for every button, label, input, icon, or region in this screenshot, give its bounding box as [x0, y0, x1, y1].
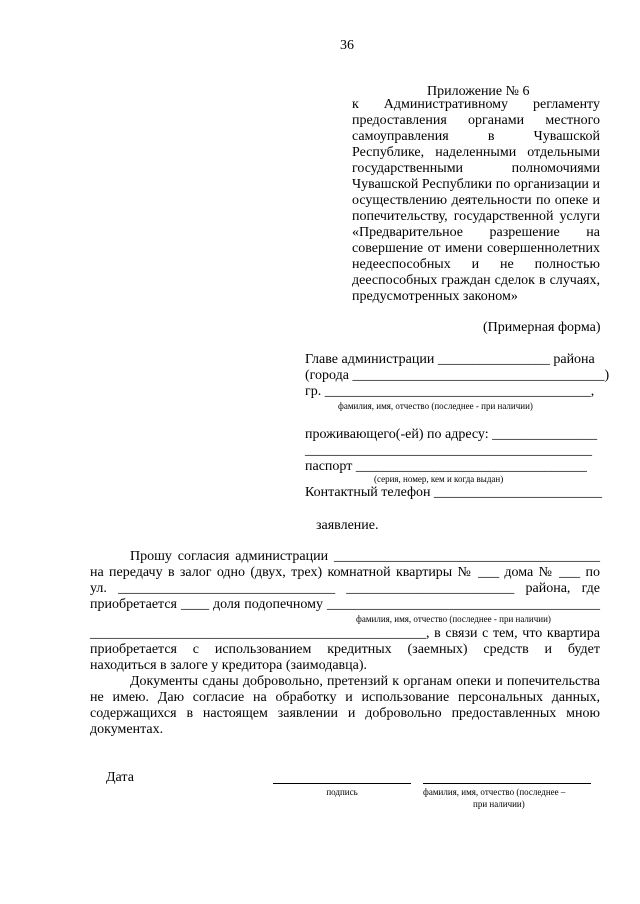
address-line: _________________________________________	[305, 443, 592, 458]
body-line: Документы сданы добровольно, претензий к органам опеки и попечительства	[130, 674, 600, 689]
appendix-line: самоуправления в Чувашской	[352, 129, 600, 144]
addressee-city: (города ____________________________________)	[305, 368, 610, 383]
body-line: не имею. Даю согласие на обработку и использование персональных данных,	[90, 690, 600, 705]
body-line: приобретается ____ доля подопечному _______________________________________	[90, 597, 600, 612]
appendix-line: к Административному регламенту	[352, 97, 600, 112]
appendix-line: попечительству, государственной услуги	[352, 209, 600, 224]
appendix-line: государственными полномочиями	[352, 161, 600, 176]
fio-line	[423, 783, 591, 784]
body-line: приобретается с использованием кредитных (заемных) средств и будет	[90, 642, 600, 657]
appendix-line: совершение от имени совершеннолетних	[352, 241, 600, 256]
appendix-title: Приложение № 6	[427, 84, 530, 99]
contact-phone: Контактный телефон ________________________	[305, 485, 603, 500]
signature-fio-caption-1: фамилия, имя, отчество (последнее –	[423, 787, 566, 797]
fio-caption: фамилия, имя, отчество (последнее - при наличии)	[338, 401, 533, 411]
appendix-line: «Предварительное разрешение на	[352, 225, 600, 240]
form-type: (Примерная форма)	[483, 320, 601, 335]
appendix-line: Чувашской Республики по организации и	[352, 177, 600, 192]
addressee-citizen: гр. ______________________________________,	[305, 384, 595, 399]
signature-caption: подпись	[326, 787, 358, 797]
statement-word: заявление.	[316, 518, 379, 533]
body-line: ул. _______________________________ ________________________ района, где	[90, 581, 600, 596]
date-label: Дата	[106, 770, 134, 785]
body-line: ________________________________________________, в связи с тем, что квартира	[90, 626, 600, 641]
page-number: 36	[340, 38, 354, 53]
body-line: находиться в залоге у кредитора (заимодавца).	[90, 658, 368, 673]
appendix-line: предоставления органами местного	[352, 113, 600, 128]
passport-caption: (серия, номер, кем и когда выдан)	[374, 474, 504, 484]
appendix-line: недееспособных и не полностью	[352, 257, 600, 272]
signature-fio-caption-2: при наличии)	[473, 799, 525, 809]
body-line: Прошу согласия администрации ______________________________________	[130, 549, 600, 564]
passport-field: паспорт _________________________________	[305, 459, 587, 474]
body-fio-caption: фамилия, имя, отчество (последнее - при наличии)	[356, 614, 551, 624]
signature-line	[273, 783, 411, 784]
addressee-head: Главе администрации ________________ района	[305, 352, 595, 367]
appendix-line: дееспособных граждан сделок в случаях,	[352, 273, 600, 288]
appendix-text	[352, 97, 600, 305]
appendix-line: осуществлению деятельности по опеке и	[352, 193, 600, 208]
appendix-line: Республике, наделенными отдельными	[352, 145, 600, 160]
residing-address: проживающего(-ей) по адресу: _______________	[305, 427, 598, 442]
body-line: содержащихся в настоящем заявлении и добровольно предоставленных мною	[90, 706, 600, 721]
body-line: на передачу в залог одно (двух, трех) комнатной квартиры № ___ дома № ___ по	[90, 565, 600, 580]
appendix-line: предусмотренных законом»	[352, 289, 518, 304]
body-line: документах.	[90, 722, 164, 737]
